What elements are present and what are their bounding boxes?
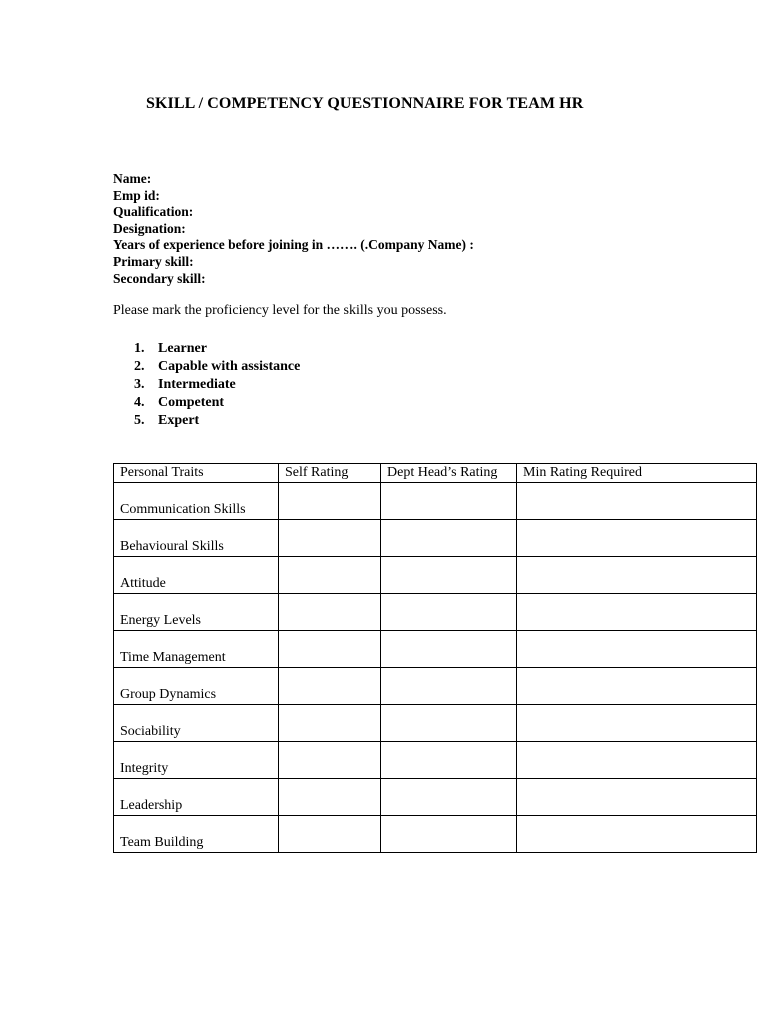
trait-label: Communication Skills bbox=[114, 483, 279, 520]
level-number: 2. bbox=[134, 359, 145, 374]
trait-label: Attitude bbox=[114, 557, 279, 594]
document-title: SKILL / COMPETENCY QUESTIONNAIRE FOR TEAM HR bbox=[146, 95, 584, 112]
table-row bbox=[114, 483, 757, 520]
min-rating-cell[interactable] bbox=[517, 520, 757, 557]
qualification-field-label: Qualification: bbox=[113, 204, 194, 220]
dept-head-rating-cell[interactable] bbox=[381, 557, 517, 594]
level-number: 1. bbox=[134, 341, 145, 356]
trait-label: Integrity bbox=[114, 742, 279, 779]
proficiency-level-list bbox=[134, 340, 300, 430]
level-label: Expert bbox=[158, 413, 200, 428]
dept-head-rating-cell[interactable] bbox=[381, 779, 517, 816]
min-rating-cell[interactable] bbox=[517, 742, 757, 779]
trait-label: Group Dynamics bbox=[114, 668, 279, 705]
self-rating-cell[interactable] bbox=[279, 520, 381, 557]
dept-head-rating-cell[interactable] bbox=[381, 483, 517, 520]
designation-field-label: Designation: bbox=[113, 220, 186, 236]
emp-id-field-label: Emp id: bbox=[113, 187, 160, 203]
trait-label: Leadership bbox=[114, 779, 279, 816]
trait-label: Team Building bbox=[114, 816, 279, 853]
trait-label: Sociability bbox=[114, 705, 279, 742]
trait-label: Behavioural Skills bbox=[114, 520, 279, 557]
dept-head-rating-cell[interactable] bbox=[381, 742, 517, 779]
level-number: 3. bbox=[134, 377, 145, 392]
self-rating-cell[interactable] bbox=[279, 742, 381, 779]
table-row bbox=[114, 816, 757, 853]
self-rating-cell[interactable] bbox=[279, 668, 381, 705]
level-label: Learner bbox=[158, 341, 207, 356]
dept-head-rating-cell[interactable] bbox=[381, 631, 517, 668]
header-personal-traits: Personal Traits bbox=[114, 464, 279, 483]
level-label: Intermediate bbox=[158, 377, 236, 392]
table-row bbox=[114, 520, 757, 557]
min-rating-cell[interactable] bbox=[517, 594, 757, 631]
table-row bbox=[114, 557, 757, 594]
dept-head-rating-cell[interactable] bbox=[381, 705, 517, 742]
table-row bbox=[114, 594, 757, 631]
dept-head-rating-cell[interactable] bbox=[381, 520, 517, 557]
trait-label: Time Management bbox=[114, 631, 279, 668]
self-rating-cell[interactable] bbox=[279, 705, 381, 742]
trait-label: Energy Levels bbox=[114, 594, 279, 631]
min-rating-cell[interactable] bbox=[517, 557, 757, 594]
level-label: Competent bbox=[158, 395, 225, 410]
self-rating-cell[interactable] bbox=[279, 816, 381, 853]
min-rating-cell[interactable] bbox=[517, 779, 757, 816]
table-row bbox=[114, 742, 757, 779]
personal-traits-table bbox=[113, 463, 757, 853]
dept-head-rating-cell[interactable] bbox=[381, 668, 517, 705]
employee-info-fields bbox=[113, 171, 474, 287]
secondary-skill-field-label: Secondary skill: bbox=[113, 270, 206, 286]
self-rating-cell[interactable] bbox=[279, 779, 381, 816]
instruction-text: Please mark the proficiency level for the skills you possess. bbox=[113, 303, 447, 318]
level-item bbox=[134, 412, 300, 430]
header-dept-head-rating: Dept Head’s Rating bbox=[381, 464, 517, 483]
level-number: 5. bbox=[134, 413, 145, 428]
table-header-row bbox=[114, 464, 757, 483]
level-item bbox=[134, 394, 300, 412]
header-self-rating: Self Rating bbox=[279, 464, 381, 483]
level-item bbox=[134, 340, 300, 358]
dept-head-rating-cell[interactable] bbox=[381, 594, 517, 631]
min-rating-cell[interactable] bbox=[517, 668, 757, 705]
name-field-label: Name: bbox=[113, 171, 152, 186]
experience-field-label: Years of experience before joining in ……. (.Company Name) : bbox=[113, 237, 474, 253]
min-rating-cell[interactable] bbox=[517, 631, 757, 668]
dept-head-rating-cell[interactable] bbox=[381, 816, 517, 853]
level-item bbox=[134, 358, 300, 376]
level-item bbox=[134, 376, 300, 394]
table-row bbox=[114, 705, 757, 742]
self-rating-cell[interactable] bbox=[279, 631, 381, 668]
min-rating-cell[interactable] bbox=[517, 816, 757, 853]
self-rating-cell[interactable] bbox=[279, 557, 381, 594]
level-label: Capable with assistance bbox=[158, 359, 301, 374]
primary-skill-field-label: Primary skill: bbox=[113, 253, 194, 269]
table-row bbox=[114, 779, 757, 816]
level-number: 4. bbox=[134, 395, 145, 410]
self-rating-cell[interactable] bbox=[279, 594, 381, 631]
self-rating-cell[interactable] bbox=[279, 483, 381, 520]
table-row bbox=[114, 631, 757, 668]
header-min-rating-required: Min Rating Required bbox=[517, 464, 757, 483]
table-row bbox=[114, 668, 757, 705]
min-rating-cell[interactable] bbox=[517, 705, 757, 742]
min-rating-cell[interactable] bbox=[517, 483, 757, 520]
